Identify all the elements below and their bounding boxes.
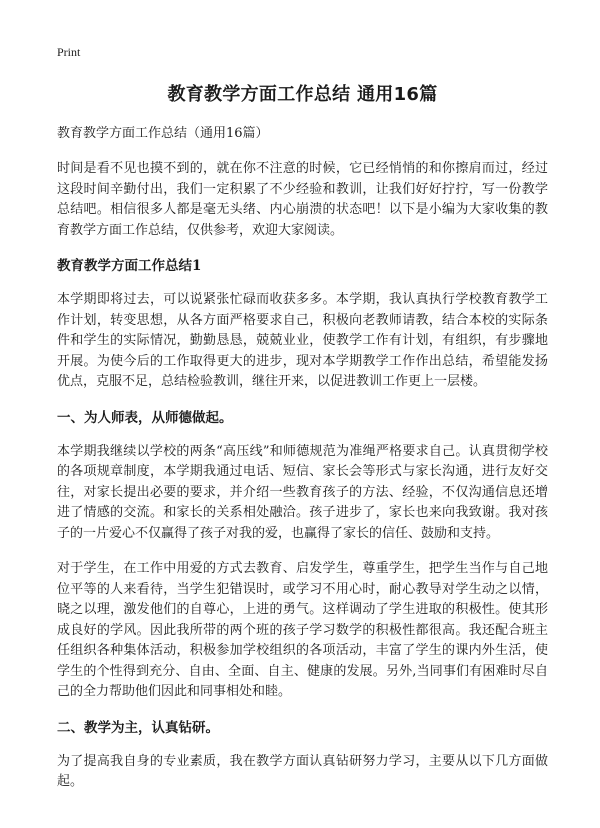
ethics-paragraph-2: 对于学生，在工作中用爱的方式去教育、启发学生，尊重学生，把学生当作与自己地位平等的人来看待，当学生犯错误时，或学习不用心时，耐心教导对学生动之以情，晓之以理，激发他们的自尊心，上进的勇气。这样调动了学生进取的积极性。使其形成良好的学风。因此我所带的两个班的孩子学习数学的积极性都很高。我还配合班主任组织各种集体活动，积极参加学校组织的各项活动，丰富了学生的课内外生活，使学生的个性得到充分、自由、全面、自主、健康的发展。另外,当同事们有困难时尽自己的全力帮助他们因此和同事相处和睦。 xyxy=(57,561,548,699)
section-intro-paragraph: 本学期即将过去，可以说紧张忙碌而收获多多。本学期，我认真执行学校教育教学工作计划，转变思想，从各方面严格要求自己，积极向老教师请教，结合本校的实际条件和学生的实际情况，勤勤恳恳，兢兢业业，使教学工作有计划，有组织，有步骤地开展。为使今后的工作取得更大的进步，现对本学期教学工作作出总结，希望能发扬优点，克服不足，总结检验教训，继往开来，以促进教训工作更上一层楼。 xyxy=(57,292,548,389)
intro-paragraph: 时间是看不见也摸不到的，就在你不注意的时候，它已经悄悄的和你擦肩而过，经过这段时间辛勤付出，我们一定积累了不少经验和教训，让我们好好拧拧，写一份教学总结吧。相信很多人都是毫无头绪、内心崩溃的状态吧！以下是小编为大家收集的教育教学方面工作总结，仅供参考，欢迎大家阅读。 xyxy=(57,161,548,238)
teaching-paragraph: 为了提高我自身的专业素质，我在教学方面认真钻研努力学习，主要从以下几方面做起。 xyxy=(57,753,548,789)
heading-teaching-research: 二、教学为主，认真钻研。 xyxy=(57,719,219,736)
heading-teacher-ethics: 一、为人师表，从师德做起。 xyxy=(57,409,233,426)
print-label[interactable]: Print xyxy=(57,45,81,59)
document-title: 教育教学方面工作总结 通用16篇 xyxy=(167,84,438,105)
section-title: 教育教学方面工作总结1 xyxy=(57,258,202,274)
ethics-paragraph-1: 本学期我继续以学校的两条“高压线”和师德规范为准绳严格要求自己。认真贯彻学校的各项规章制度，本学期我通过电话、短信、家长会等形式与家长沟通，进行友好交往，对家长提出必要的要求，并介绍一些教育孩子的方法、经验，不仅沟通信息还增进了情感的交流。和家长的关系相处融洽。孩子进步了，家长也来向我致谢。我对孩子的一片爱心不仅赢得了孩子对我的爱，也赢得了家长的信任、鼓励和支持。 xyxy=(57,443,548,541)
document-subtitle: 教育教学方面工作总结（通用16篇） xyxy=(57,126,269,141)
